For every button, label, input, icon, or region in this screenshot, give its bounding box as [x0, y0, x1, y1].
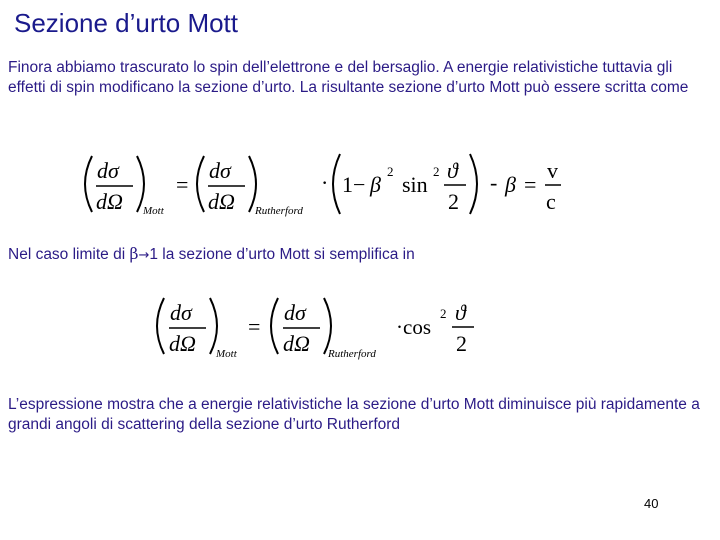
paren-left-2: [197, 156, 204, 212]
domega-4: dΩ: [283, 331, 310, 356]
slide-title: Sezione d’urto Mott: [14, 8, 239, 38]
paren-right-3: [470, 154, 477, 214]
beta-1: β: [370, 172, 381, 197]
v-symbol: v: [547, 158, 558, 183]
intro-paragraph: Finora abbiamo trascurato lo spin dell’elettrone e del bersaglio. A energie relativistiche tuttavia gli effetti di spin modificano la sezione d’urto. La risultante sezione d’urto Mott può essere scritta come: [8, 59, 689, 96]
equals-1: =: [176, 172, 189, 197]
theta-1: ϑ: [447, 158, 458, 183]
paren-left-4: [157, 298, 164, 354]
dsigma-3: dσ: [170, 300, 192, 325]
sub-mott-2: Mott: [216, 348, 237, 360]
conclusion-paragraph: L’espressione mostra che a energie relativistiche la sezione d’urto Mott diminuisce più rapidamente a grandi angoli di scattering della sezione d’urto Rutherford: [8, 396, 700, 433]
exp-beta: 2: [387, 164, 394, 179]
domega-3: dΩ: [169, 331, 196, 356]
limit-text-suffix: 1 la sezione d’urto Mott si semplifica in: [149, 246, 415, 263]
paren-left-1: [85, 156, 92, 212]
c-symbol: c: [546, 189, 556, 214]
theta-2: ϑ: [455, 300, 466, 325]
paren-left-5: [271, 298, 278, 354]
dsigma-2: dσ: [209, 158, 231, 183]
cos-label: ·cos: [396, 315, 431, 339]
page-number: 40: [644, 496, 659, 511]
domega-2: dΩ: [208, 189, 235, 214]
paren-right-4: [210, 298, 217, 354]
equals-3: =: [248, 314, 261, 339]
limit-paragraph: [8, 244, 708, 266]
sin-label: sin: [402, 172, 428, 197]
sub-rutherford-1: Rutherford: [255, 205, 303, 217]
paren-right-1: [137, 156, 144, 212]
exp-cos: 2: [440, 306, 447, 321]
arrow-symbol: →: [138, 248, 150, 263]
two-1: 2: [448, 189, 459, 214]
paren-right-2: [249, 156, 256, 212]
dot-1: ·: [321, 170, 329, 195]
domega-1: dΩ: [96, 189, 123, 214]
limit-text-prefix: Nel caso limite di: [8, 246, 130, 263]
one-minus: 1−: [342, 172, 366, 197]
dsigma-4: dσ: [284, 300, 306, 325]
paren-right-5: [324, 298, 331, 354]
beta-2: β: [505, 172, 516, 197]
exp-sin: 2: [433, 164, 440, 179]
beta-symbol: β: [129, 245, 139, 263]
two-2: 2: [456, 331, 467, 356]
dash: -: [490, 170, 498, 195]
sub-mott-1: Mott: [143, 205, 164, 217]
sub-rutherford-2: Rutherford: [328, 348, 376, 360]
paren-left-3: [333, 154, 340, 214]
equals-2: =: [524, 172, 537, 197]
dsigma-1: dσ: [97, 158, 119, 183]
